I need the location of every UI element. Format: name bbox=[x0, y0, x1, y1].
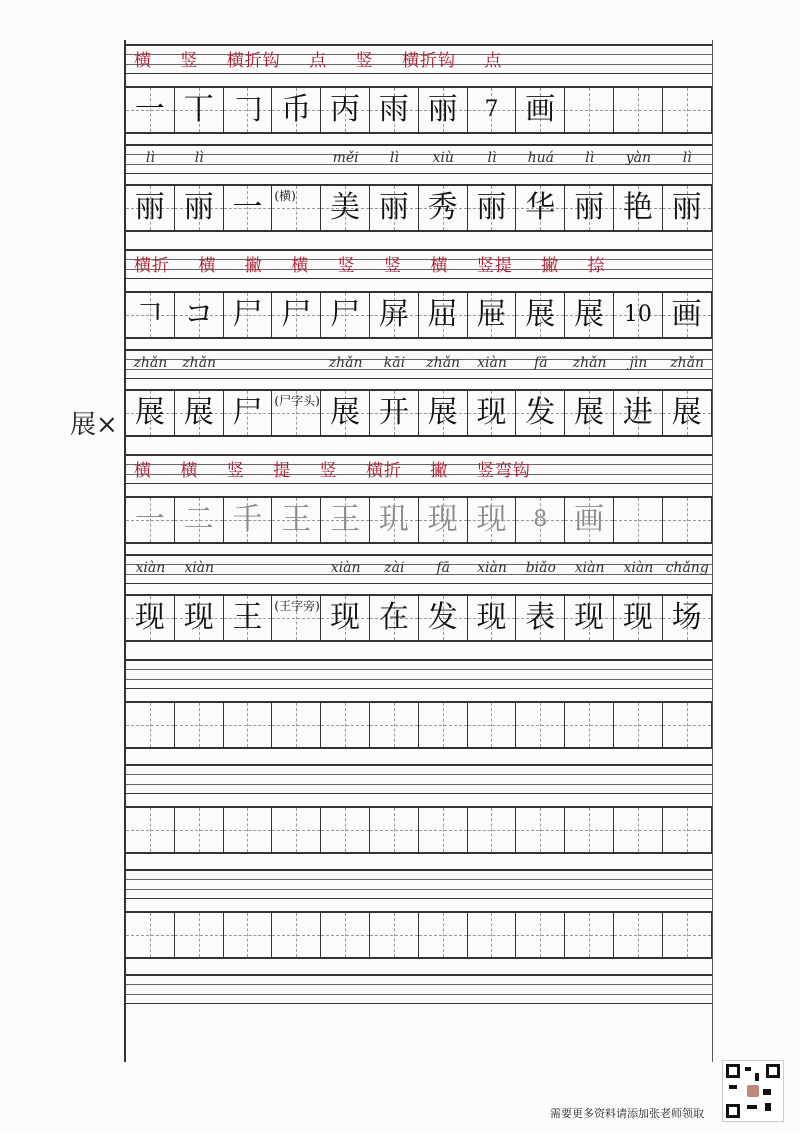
grid-cell bbox=[565, 184, 614, 232]
grid-cell bbox=[272, 594, 321, 642]
grid-cell bbox=[370, 806, 419, 854]
grid-cell bbox=[663, 701, 712, 749]
grid-cell bbox=[419, 911, 468, 959]
pinyin-label: xiàn bbox=[623, 560, 654, 576]
grid-cell bbox=[614, 911, 663, 959]
character-grid-row bbox=[126, 701, 712, 749]
grid-cell bbox=[175, 389, 224, 437]
grid-cell bbox=[468, 701, 517, 749]
grid-cell bbox=[663, 911, 712, 959]
word-character: 一 bbox=[232, 190, 263, 225]
grid-cell bbox=[419, 86, 468, 134]
word-character: 现 bbox=[622, 600, 653, 635]
grid-cell bbox=[565, 806, 614, 854]
grid-cell bbox=[516, 389, 565, 437]
stroke-step-character: 展 bbox=[574, 297, 605, 332]
word-character: 展 bbox=[427, 395, 458, 430]
grid-cell bbox=[663, 184, 712, 232]
grid-cell bbox=[321, 701, 370, 749]
word-character: (横) bbox=[274, 189, 296, 203]
grid-cell bbox=[565, 594, 614, 642]
grid-cell bbox=[565, 389, 614, 437]
stroke-step-character: 展 bbox=[525, 297, 556, 332]
grid-cell bbox=[468, 389, 517, 437]
grid-cell bbox=[272, 184, 321, 232]
character-grid-row bbox=[126, 291, 712, 339]
grid-cell bbox=[126, 291, 175, 339]
grid-cell bbox=[419, 184, 468, 232]
stroke-step-character: 丽 bbox=[427, 92, 458, 127]
grid-cell bbox=[224, 701, 273, 749]
grid-cell bbox=[175, 701, 224, 749]
word-character: (尸字头) bbox=[274, 394, 320, 408]
grid-cell bbox=[468, 594, 517, 642]
grid-cell bbox=[516, 701, 565, 749]
word-character: 美 bbox=[330, 190, 361, 225]
grid-cell bbox=[224, 184, 273, 232]
pinyin-band bbox=[126, 349, 712, 379]
stroke-order-text: 横 横 竖 提 竖 横折 撇 竖弯钩 bbox=[134, 461, 531, 481]
pinyin-band bbox=[126, 144, 712, 174]
grid-cell bbox=[321, 806, 370, 854]
word-character: 展 bbox=[574, 395, 605, 430]
stroke-step-character: 屉 bbox=[476, 297, 507, 332]
pinyin-label: zhǎn bbox=[182, 355, 217, 371]
grid-cell bbox=[614, 496, 663, 544]
grid-cell bbox=[224, 806, 273, 854]
word-character: 王 bbox=[232, 600, 263, 635]
pinyin-label: xiàn bbox=[477, 355, 507, 371]
grid-cell bbox=[516, 806, 565, 854]
grid-cell bbox=[663, 496, 712, 544]
pinyin-label: huá bbox=[527, 150, 554, 166]
word-character: 现 bbox=[134, 600, 165, 635]
grid-cell bbox=[614, 806, 663, 854]
pinyin-label: yàn bbox=[625, 150, 652, 166]
word-character: 丽 bbox=[671, 190, 702, 225]
grid-cell bbox=[224, 86, 273, 134]
grid-cell bbox=[663, 389, 712, 437]
stroke-step-character: 一 bbox=[134, 502, 165, 537]
pinyin-label: lì bbox=[487, 150, 497, 166]
grid-cell bbox=[272, 389, 321, 437]
grid-cell bbox=[468, 496, 517, 544]
word-character: 华 bbox=[525, 190, 556, 225]
word-character: 表 bbox=[525, 600, 556, 635]
grid-cell bbox=[370, 86, 419, 134]
grid-cell bbox=[614, 291, 663, 339]
pinyin-band bbox=[126, 44, 712, 74]
word-character: 在 bbox=[378, 600, 409, 635]
pinyin-label: xiàn bbox=[330, 560, 361, 576]
grid-cell bbox=[175, 291, 224, 339]
stroke-step-character: 7 bbox=[484, 97, 499, 122]
pinyin-band bbox=[126, 764, 712, 794]
pinyin-label: chǎng bbox=[665, 560, 709, 576]
grid-cell bbox=[663, 594, 712, 642]
word-character: 发 bbox=[525, 395, 556, 430]
grid-cell bbox=[175, 184, 224, 232]
grid-cell bbox=[175, 806, 224, 854]
stroke-step-character: コ bbox=[183, 297, 214, 332]
grid-cell bbox=[516, 291, 565, 339]
grid-cell bbox=[321, 184, 370, 232]
stroke-step-character: 尸 bbox=[281, 297, 312, 332]
pinyin-label: xiàn bbox=[184, 560, 215, 576]
stroke-step-character: 画 bbox=[574, 502, 605, 537]
pinyin-band bbox=[126, 974, 712, 1004]
pinyin-label: měi bbox=[332, 150, 359, 166]
grid-cell bbox=[663, 86, 712, 134]
grid-cell bbox=[370, 594, 419, 642]
footer-note: 需要更多资料请添加张老师领取 bbox=[550, 1107, 704, 1120]
grid-cell bbox=[516, 594, 565, 642]
grid-cell bbox=[370, 496, 419, 544]
word-character: (王字旁) bbox=[274, 599, 320, 613]
grid-cell bbox=[419, 806, 468, 854]
grid-cell bbox=[565, 701, 614, 749]
stroke-step-character: 千 bbox=[232, 502, 263, 537]
grid-cell bbox=[614, 594, 663, 642]
word-character: 现 bbox=[574, 600, 605, 635]
stroke-step-character: 𠃌 bbox=[232, 92, 263, 127]
pinyin-label: zài bbox=[384, 560, 405, 576]
pinyin-band bbox=[126, 249, 712, 279]
grid-cell bbox=[175, 594, 224, 642]
grid-cell bbox=[224, 496, 273, 544]
grid-cell bbox=[614, 701, 663, 749]
pinyin-label: lì bbox=[194, 150, 204, 166]
character-grid-row bbox=[126, 86, 712, 134]
word-character: 艳 bbox=[622, 190, 653, 225]
stroke-step-character: 雨 bbox=[378, 92, 409, 127]
grid-cell bbox=[321, 594, 370, 642]
word-character: 展 bbox=[671, 395, 702, 430]
grid-cell bbox=[614, 184, 663, 232]
pinyin-label: zhǎn bbox=[133, 355, 168, 371]
stroke-step-character: 现 bbox=[427, 502, 458, 537]
word-character: 发 bbox=[427, 600, 458, 635]
pinyin-label: jìn bbox=[629, 355, 648, 371]
pinyin-label: xiàn bbox=[477, 560, 507, 576]
stroke-step-character: 王 bbox=[330, 502, 361, 537]
word-grid-row bbox=[126, 184, 712, 232]
stroke-step-character: 丙 bbox=[330, 92, 361, 127]
grid-cell bbox=[614, 86, 663, 134]
grid-cell bbox=[321, 86, 370, 134]
word-character: 现 bbox=[476, 395, 507, 430]
pinyin-label: zhǎn bbox=[572, 355, 607, 371]
grid-cell bbox=[565, 911, 614, 959]
stroke-step-character: 画 bbox=[525, 92, 556, 127]
word-character: 尸 bbox=[232, 395, 263, 430]
pinyin-label: lì bbox=[585, 150, 595, 166]
grid-cell bbox=[468, 86, 517, 134]
qr-finder bbox=[726, 1064, 740, 1078]
pinyin-label: kāi bbox=[383, 355, 406, 371]
grid-cell bbox=[126, 86, 175, 134]
grid-cell bbox=[565, 86, 614, 134]
pinyin-band bbox=[126, 454, 712, 484]
word-grid-row bbox=[126, 594, 712, 642]
pinyin-band bbox=[126, 659, 712, 689]
stroke-order-text: 横 竖 横折钩 点 竖 横折钩 点 bbox=[134, 51, 503, 71]
pinyin-label: lì bbox=[682, 150, 692, 166]
qr-finder bbox=[766, 1064, 780, 1078]
pinyin-label: fā bbox=[436, 560, 450, 576]
grid-cell bbox=[468, 806, 517, 854]
stroke-step-character: 尸 bbox=[330, 297, 361, 332]
avatar bbox=[747, 1085, 759, 1097]
pinyin-label: xiàn bbox=[574, 560, 605, 576]
grid-cell bbox=[468, 291, 517, 339]
word-character: 丽 bbox=[134, 190, 165, 225]
word-character: 现 bbox=[330, 600, 361, 635]
grid-cell bbox=[272, 701, 321, 749]
grid-cell bbox=[468, 184, 517, 232]
grid-cell bbox=[419, 701, 468, 749]
pinyin-label: biǎo bbox=[525, 560, 556, 576]
grid-cell bbox=[419, 291, 468, 339]
grid-cell bbox=[126, 701, 175, 749]
grid-cell bbox=[663, 291, 712, 339]
stroke-step-character: 尸 bbox=[232, 297, 263, 332]
grid-cell bbox=[126, 389, 175, 437]
grid-cell bbox=[272, 291, 321, 339]
grid-cell bbox=[565, 291, 614, 339]
grid-cell bbox=[272, 911, 321, 959]
character-grid-row bbox=[126, 496, 712, 544]
character-grid-row bbox=[126, 911, 712, 959]
grid-cell bbox=[272, 496, 321, 544]
grid-cell bbox=[419, 496, 468, 544]
word-character: 场 bbox=[671, 600, 702, 635]
pinyin-label: xiù bbox=[432, 150, 454, 166]
word-character: 丽 bbox=[574, 190, 605, 225]
grid-cell bbox=[370, 389, 419, 437]
word-character: 丽 bbox=[183, 190, 214, 225]
character-grid-row bbox=[126, 806, 712, 854]
grid-cell bbox=[321, 291, 370, 339]
grid-cell bbox=[224, 594, 273, 642]
qr-code bbox=[722, 1060, 784, 1122]
pinyin-label: lì bbox=[145, 150, 155, 166]
stroke-step-character: 王 bbox=[281, 502, 312, 537]
grid-cell bbox=[516, 184, 565, 232]
grid-cell bbox=[370, 911, 419, 959]
word-character: 进 bbox=[622, 395, 653, 430]
pinyin-label: lì bbox=[389, 150, 399, 166]
stroke-step-character: 丅 bbox=[183, 92, 214, 127]
grid-cell bbox=[419, 389, 468, 437]
stroke-step-character: 10 bbox=[623, 302, 652, 327]
grid-cell bbox=[272, 86, 321, 134]
grid-cell bbox=[321, 496, 370, 544]
stroke-step-character: 玑 bbox=[378, 502, 409, 537]
stroke-step-character: 屏 bbox=[378, 297, 409, 332]
word-character: 丽 bbox=[476, 190, 507, 225]
grid-cell bbox=[565, 496, 614, 544]
grid-cell bbox=[224, 389, 273, 437]
stroke-step-character: 二 bbox=[183, 502, 214, 537]
pinyin-label: fā bbox=[534, 355, 548, 371]
grid-cell bbox=[272, 806, 321, 854]
stroke-step-character: 现 bbox=[476, 502, 507, 537]
grid-cell bbox=[370, 701, 419, 749]
grid-cell bbox=[663, 806, 712, 854]
word-character: 秀 bbox=[427, 190, 458, 225]
stroke-step-character: 画 bbox=[671, 297, 702, 332]
grid-cell bbox=[370, 184, 419, 232]
grid-cell bbox=[175, 496, 224, 544]
pinyin-label: zhǎn bbox=[670, 355, 705, 371]
word-character: 展 bbox=[183, 395, 214, 430]
word-grid-row bbox=[126, 389, 712, 437]
grid-cell bbox=[419, 594, 468, 642]
grid-cell bbox=[126, 496, 175, 544]
word-character: 展 bbox=[134, 395, 165, 430]
stroke-step-character: 𠃍 bbox=[134, 297, 165, 332]
grid-cell bbox=[126, 594, 175, 642]
word-character: 展 bbox=[330, 395, 361, 430]
word-character: 丽 bbox=[378, 190, 409, 225]
grid-cell bbox=[321, 911, 370, 959]
grid-cell bbox=[614, 389, 663, 437]
grid-cell bbox=[175, 911, 224, 959]
worksheet bbox=[124, 40, 713, 1062]
word-character: 现 bbox=[183, 600, 214, 635]
grid-cell bbox=[370, 291, 419, 339]
pinyin-label: xiàn bbox=[135, 560, 166, 576]
grid-cell bbox=[224, 911, 273, 959]
grid-cell bbox=[126, 911, 175, 959]
grid-cell bbox=[468, 911, 517, 959]
pinyin-band bbox=[126, 554, 712, 584]
word-character: 现 bbox=[476, 600, 507, 635]
qr-finder bbox=[726, 1104, 740, 1118]
stroke-step-character: 一 bbox=[134, 92, 165, 127]
stroke-step-character: 8 bbox=[533, 507, 548, 532]
grid-cell bbox=[224, 291, 273, 339]
grid-cell bbox=[516, 496, 565, 544]
stroke-order-text: 横折 横 撇 横 竖 竖 横 竖提 撇 捺 bbox=[134, 256, 606, 276]
grid-cell bbox=[126, 184, 175, 232]
side-correction-note: 展× bbox=[70, 410, 118, 440]
grid-cell bbox=[516, 86, 565, 134]
word-character: 开 bbox=[378, 395, 409, 430]
grid-cell bbox=[516, 911, 565, 959]
pinyin-label: zhǎn bbox=[426, 355, 461, 371]
grid-cell bbox=[126, 806, 175, 854]
grid-cell bbox=[175, 86, 224, 134]
grid-cell bbox=[321, 389, 370, 437]
pinyin-label: zhǎn bbox=[328, 355, 363, 371]
stroke-step-character: 币 bbox=[281, 92, 312, 127]
stroke-step-character: 屈 bbox=[427, 297, 458, 332]
pinyin-band bbox=[126, 869, 712, 899]
